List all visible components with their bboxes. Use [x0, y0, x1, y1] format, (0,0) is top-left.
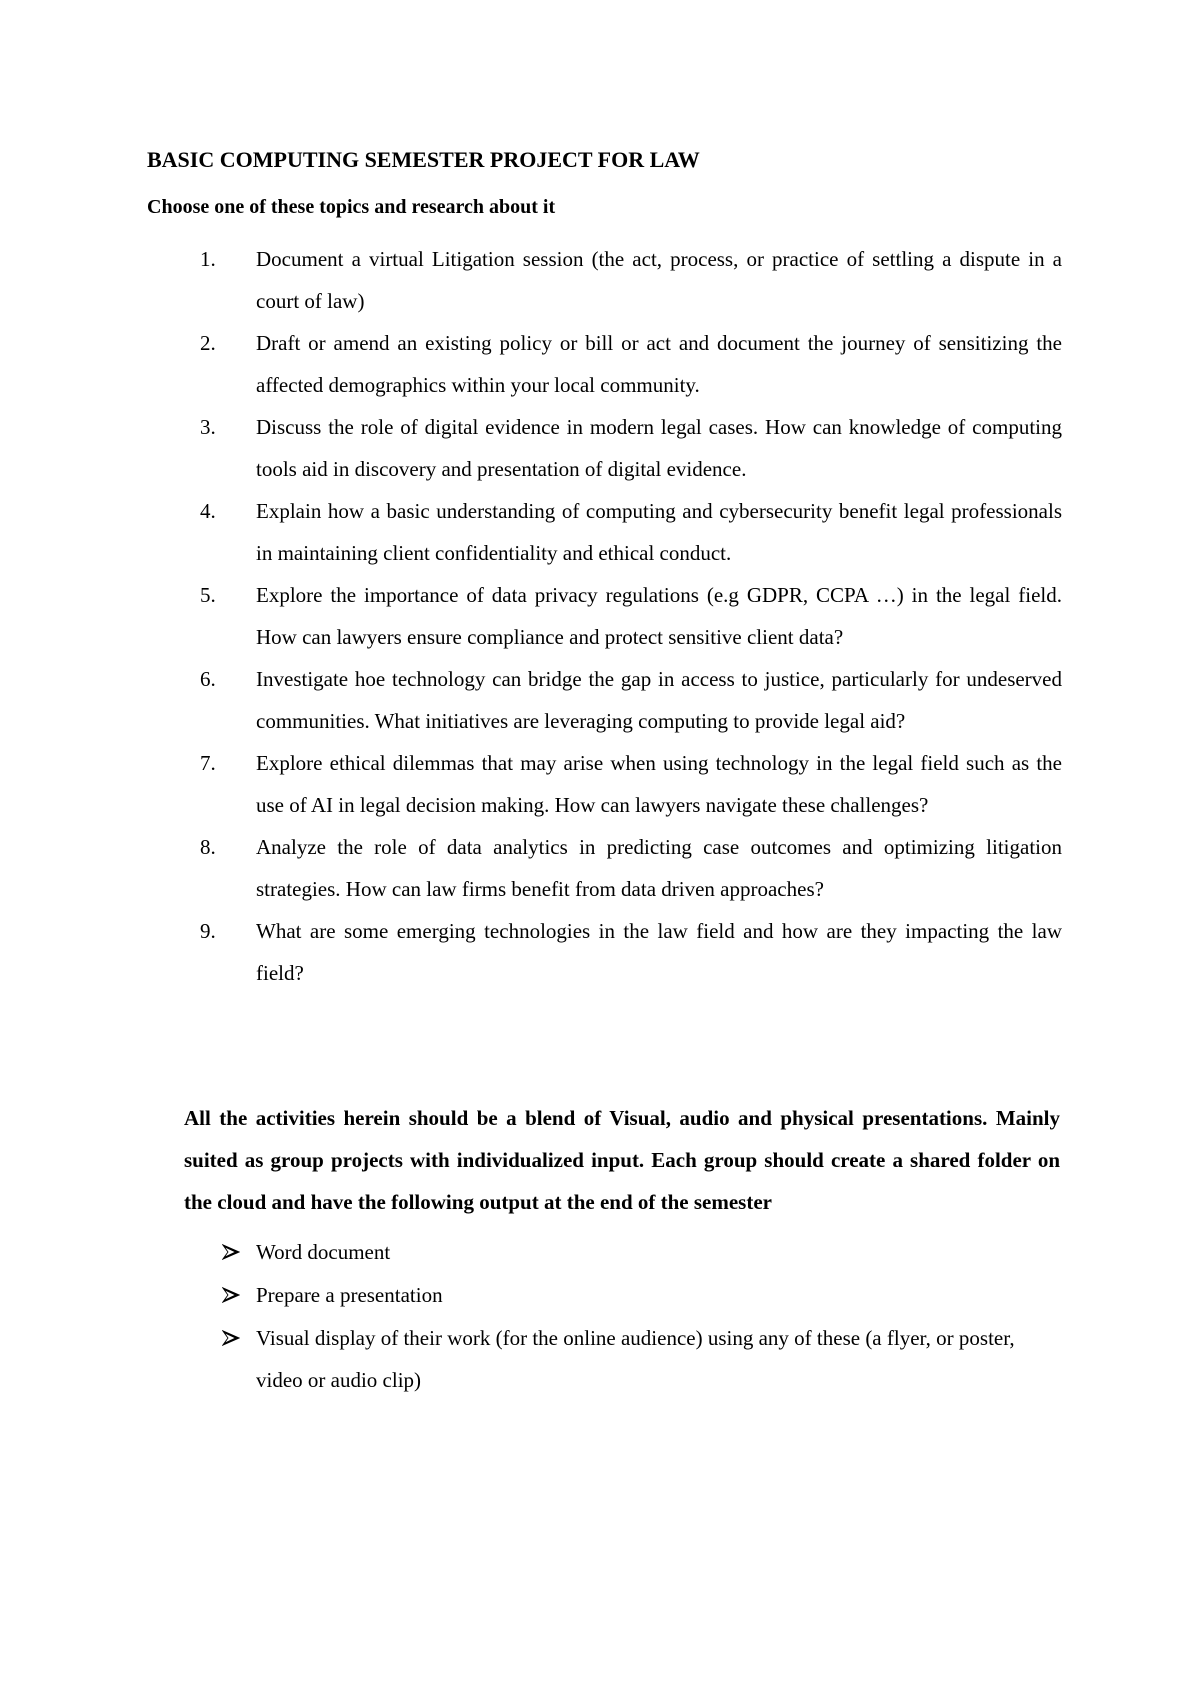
topic-number: 7.: [200, 751, 216, 775]
topic-number: 2.: [200, 331, 216, 355]
topic-number: 6.: [200, 667, 216, 691]
instructions-paragraph: All the activities herein should be a blend of Visual, audio and physical presentations. Mainly suited as group projects with individualized input. Each group should create a shared folder on the cloud and have the following output at the end of the semester: [184, 1106, 1060, 1214]
topic-list: [200, 238, 1062, 994]
topic-text: Document a virtual Litigation session (the act, process, or practice of settling a dispute in a court of law): [256, 247, 1062, 313]
output-item: [222, 1274, 1062, 1316]
topic-item: [200, 658, 1062, 742]
topic-text: Draft or amend an existing policy or bill or act and document the journey of sensitizing the affected demographics within your local community.: [256, 331, 1062, 397]
topic-number: 1.: [200, 247, 216, 271]
topic-text: Explore the importance of data privacy regulations (e.g GDPR, CCPA …) in the legal field. How can lawyers ensure compliance and protect sensitive client data?: [256, 583, 1062, 649]
arrowhead-bullet-icon: [222, 1287, 240, 1303]
output-text: Prepare a presentation: [256, 1283, 443, 1307]
topic-text: Explore ethical dilemmas that may arise when using technology in the legal field such as the use of AI in legal decision making. How can lawyers navigate these challenges?: [256, 751, 1062, 817]
topic-item: [200, 490, 1062, 574]
topic-text: What are some emerging technologies in the law field and how are they impacting the law field?: [256, 919, 1062, 985]
topic-number: 8.: [200, 835, 216, 859]
topic-item: [200, 910, 1062, 994]
output-item: [222, 1317, 1062, 1401]
topic-item: [200, 238, 1062, 322]
document-subtitle: Choose one of these topics and research about it: [147, 196, 556, 218]
topic-text: Investigate hoe technology can bridge the gap in access to justice, particularly for undeserved communities. What initiatives are leveraging computing to provide legal aid?: [256, 667, 1062, 733]
topic-number: 3.: [200, 415, 216, 439]
topic-text: Discuss the role of digital evidence in modern legal cases. How can knowledge of computing tools aid in discovery and presentation of digital evidence.: [256, 415, 1062, 481]
topic-item: [200, 574, 1062, 658]
document-title: BASIC COMPUTING SEMESTER PROJECT FOR LAW: [147, 147, 700, 172]
topic-number: 4.: [200, 499, 216, 523]
output-item: [222, 1231, 1062, 1273]
topic-text: Explain how a basic understanding of computing and cybersecurity benefit legal professionals in maintaining client confidentiality and ethical conduct.: [256, 499, 1062, 565]
output-text: Visual display of their work (for the online audience) using any of these (a flyer, or poster, video or audio clip): [256, 1326, 1015, 1392]
arrowhead-bullet-icon: [222, 1330, 240, 1346]
topic-item: [200, 322, 1062, 406]
topic-number: 5.: [200, 583, 216, 607]
output-text: Word document: [256, 1240, 391, 1264]
topic-item: [200, 406, 1062, 490]
arrowhead-bullet-icon: [222, 1244, 240, 1260]
topic-number: 9.: [200, 919, 216, 943]
topic-text: Analyze the role of data analytics in predicting case outcomes and optimizing litigation strategies. How can law firms benefit from data driven approaches?: [256, 835, 1062, 901]
topic-item: [200, 742, 1062, 826]
topic-item: [200, 826, 1062, 910]
output-list: [222, 1231, 1062, 1402]
